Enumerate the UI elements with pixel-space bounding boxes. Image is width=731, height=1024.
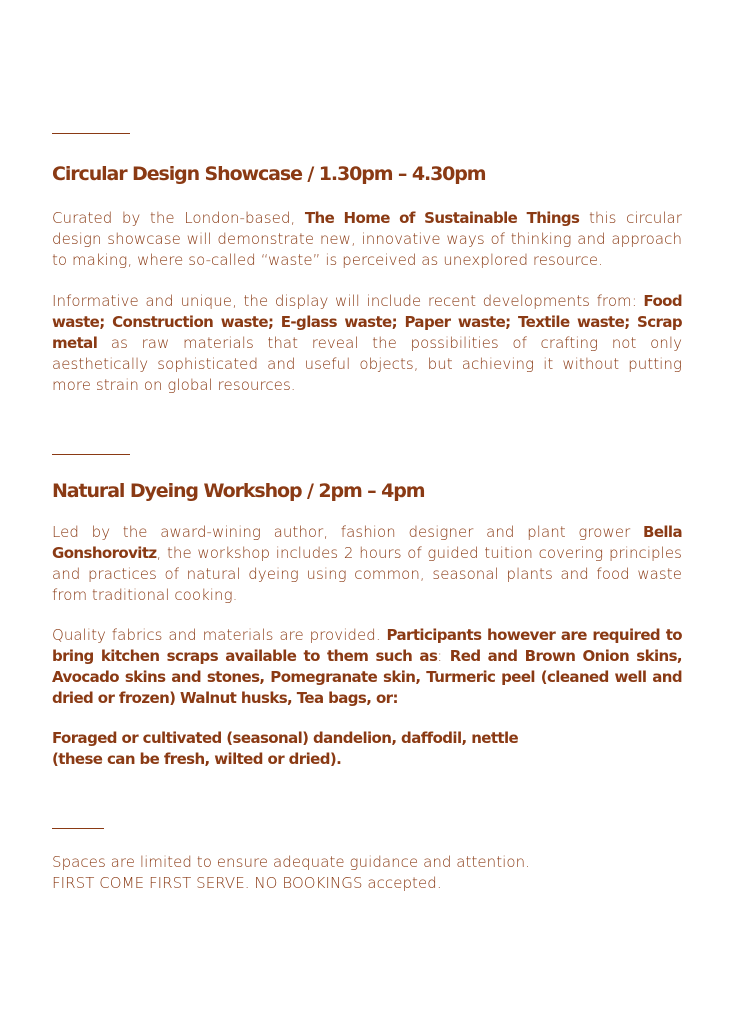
circular-design-heading: Circular Design Showcase / 1.30pm – 4.30pm (52, 163, 486, 185)
participant-requirement: Participants however are required to bring kitchen scraps available to them such as (52, 626, 682, 665)
kitchen-scraps-list: Red and Brown Onion skins, Avocado skins and stones, Pomegranate skin, Turmeric peel (cleaned well and dried or frozen) Walnut husks, Tea bags, or: (52, 647, 682, 707)
paragraph-text: : (437, 647, 450, 665)
natural-dyeing-paragraph-1 (52, 522, 682, 606)
instructor-name: Bella Gonshorovitz (52, 523, 682, 562)
footer-line-1: Spaces are limited to ensure adequate guidance and attention. (52, 853, 530, 871)
footer-note (52, 852, 682, 894)
paragraph-text: Led by the award-wining author, fashion designer and plant grower (52, 523, 643, 541)
paragraph-text: this circular design showcase will demonstrate new, innovative ways of thinking and approach to making, where so-called “waste” is perceived as unexplored resource. (52, 209, 682, 269)
paragraph-text: , the workshop includes 2 hours of guided tuition covering principles and practices of natural dyeing using common, seasonal plants and food waste from traditional cooking. (52, 544, 682, 604)
waste-types-list: Food waste; Construction waste; E-glass waste; Paper waste; Textile waste; Scrap metal (52, 292, 682, 352)
paragraph-text: Curated by the London-based, (52, 209, 305, 227)
natural-dyeing-paragraph-3 (52, 728, 682, 770)
natural-dyeing-heading: Natural Dyeing Workshop / 2pm – 4pm (52, 480, 425, 502)
paragraph-text: as raw materials that reveal the possibilities of crafting not only aesthetically sophisticated and useful objects, but achieving it without putting more strain on global resources. (52, 334, 682, 394)
footer-line-2: FIRST COME FIRST SERVE. NO BOOKINGS accepted. (52, 874, 442, 892)
foraged-plants-line: Foraged or cultivated (seasonal) dandelion, daffodil, nettle (52, 729, 519, 747)
divider-rule-3 (52, 828, 104, 829)
paragraph-text: Quality fabrics and materials are provided. (52, 626, 387, 644)
circular-design-paragraph-1 (52, 208, 682, 271)
divider-rule-2 (52, 454, 130, 455)
foraged-plants-note: (these can be fresh, wilted or dried). (52, 750, 342, 768)
natural-dyeing-paragraph-2 (52, 625, 682, 709)
circular-design-paragraph-2 (52, 291, 682, 396)
divider-rule-1 (52, 133, 130, 134)
paragraph-text: Informative and unique, the display will include recent developments from: (52, 292, 644, 310)
organizer-name: The Home of Sustainable Things (304, 209, 580, 227)
